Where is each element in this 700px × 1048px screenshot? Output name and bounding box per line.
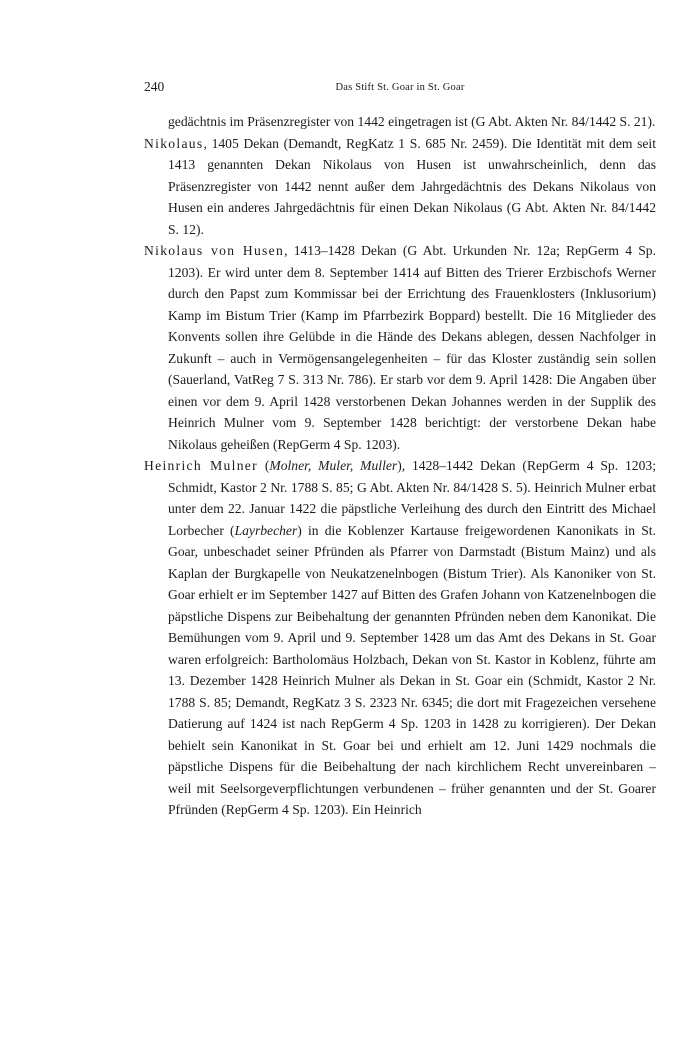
- entry-text: ) in die Koblenzer Kartause freigewordenen Kanonikats in St. Goar, unbeschadet seiner Pfründen als Pfarrer von Darmstadt (Bistum Mainz) und als Kaplan der Burgkapelle von Neukatzenelnbogen (Bistum Trier). Als Kanoniker von St. Goar erhielt er im September 1427 auf Bitten des Grafen Johann von Katzenelnbogen die päpstliche Dispens zur Beibehaltung der genannten Pfründen neben dem Kanonikat. Die Bemühungen vom 9. April und 9. September 1428 um das Amt des Dekans in St. Goar waren erfolgreich: Bartholomäus Holzbach, Dekan von St. Kastor in Koblenz, führte am 13. Dezember 1428 Heinrich Mulner als Dekan in St. Goar ein (Schmidt, Kastor 2 Nr. 1788 S. 85; Demandt, RegKatz 3 S. 2323 Nr. 6345; die dort mit Fragezeichen versehene Datierung auf 1424 ist nach RepGerm 4 Sp. 1203 in 1428 zu korrigieren). Der Dekan behielt sein Kanonikat in St. Goar bei und erhielt am 12. Juni 1429 nochmals die päpstliche Dispens für die Beibehaltung der nach kirchlichem Recht unvereinbaren – weil mit Seelsorgeverpflichtungen verbundenen – früher genannten und der St. Goarer Pfründen (RepGerm 4 Sp. 1203). Ein Heinrich: [168, 522, 656, 817]
- entry-text: , 1413–1428 Dekan (G Abt. Urkunden Nr. 12a; RepGerm 4 Sp. 1203). Er wird unter dem 8. September 1414 auf Bitten des Trierer Erzbischofs Werner durch den Papst zum Kommissar bei der Errichtung des Frauenklosters (Inklusorium) Kamp im Bistum Trier (Kamp im Pfarrbezirk Boppard) bestellt. Die 16 Mitglieder des Konvents sollen ihre Gelübde in die Hände des Dekans ablegen, dessen Nachfolger in Zukunft – auch in Vermögensangelegenheiten – für das Kloster zuständig sein sollen (Sauerland, VatReg 7 S. 313 Nr. 786). Er starb vor dem 9. April 1428: Die Angaben über einen vor dem 9. April 1428 verstorbenen Dekan Johannes werden in der Supplik des Heinrich Mulner vom 9. September 1428 berichtigt: der verstorbene Dekan habe Nikolaus geheißen (RepGerm 4 Sp. 1203).: [168, 243, 656, 452]
- page-body: [144, 111, 656, 821]
- entry-text: ), 1428–1442 Dekan (RepGerm 4 Sp. 1203; Schmidt, Kastor 2 Nr. 1788 S. 85; G Abt. Akten Nr. 84/1428 S. 5). Heinrich Mulner erbat unter dem 22. Januar 1422 die päpstliche Verleihung des durch den Eintritt des Michael Lorbecher (: [168, 458, 656, 538]
- alias-name: Layrbecher: [234, 522, 298, 538]
- entry-nikolaus: [144, 133, 656, 241]
- entry-name: Heinrich Mulner: [144, 458, 258, 473]
- entry-text: gedächtnis im Präsenzregister von 1442 eingetragen ist (G Abt. Akten Nr. 84/1442 S. 21).: [168, 114, 656, 129]
- entry-heinrich-mulner: [144, 455, 656, 821]
- entry-name: Nikolaus von Husen: [144, 243, 285, 258]
- page-number: 240: [144, 79, 165, 94]
- entry-continuation: [144, 111, 656, 133]
- name-variants: Molner, Muler, Muller: [269, 458, 398, 473]
- page-header: [144, 78, 656, 96]
- entry-name: Nikolaus: [144, 135, 204, 151]
- entry-text: , 1405 Dekan (Demandt, RegKatz 1 S. 685 Nr. 2459). Die Identität mit dem seit 1413 genannten Dekan Nikolaus von Husen ist unwahrscheinlich, denn das Präsenzregister von 1442 nennt außer dem Jahrgedächtnis des Dekans Nikolaus von Husen ein anderes Jahrgedächtnis für einen Dekan Nikolaus (G Abt. Akten Nr. 84/1442 S. 12).: [168, 135, 656, 237]
- book-page: [144, 78, 656, 821]
- entry-nikolaus-von-husen: [144, 240, 656, 455]
- entry-text: (: [257, 458, 270, 473]
- running-head: Das Stift St. Goar in St. Goar: [335, 82, 465, 93]
